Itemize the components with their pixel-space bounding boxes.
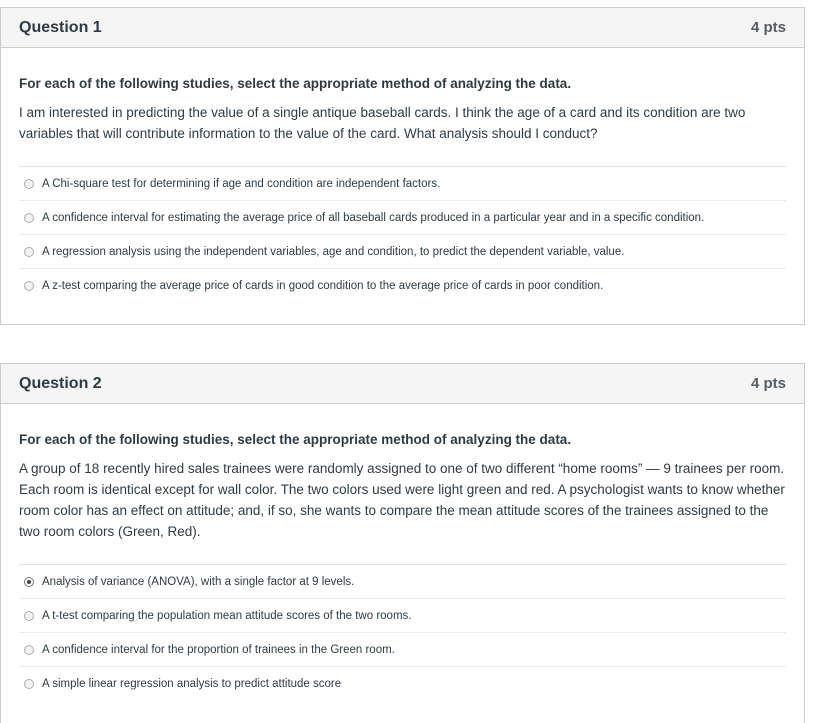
question-instruction: For each of the following studies, select the appropriate method of analyzing the data. [19, 432, 572, 447]
answer-label[interactable]: Analysis of variance (ANOVA), with a single factor at 9 levels. [42, 575, 355, 588]
radio-button[interactable] [24, 577, 34, 587]
answer-label[interactable]: A t-test comparing the population mean attitude scores of the two rooms. [42, 609, 412, 622]
answer-list [19, 564, 786, 700]
question-title: Question 1 [19, 18, 102, 36]
question-2-card [0, 363, 805, 723]
radio-button[interactable] [24, 645, 34, 655]
answer-label[interactable]: A regression analysis using the independent variables, age and condition, to predict the dependent variable, value. [42, 245, 625, 258]
answer-option[interactable] [19, 633, 786, 667]
question-1-header [1, 8, 804, 48]
radio-button[interactable] [24, 611, 34, 621]
radio-button[interactable] [24, 247, 34, 257]
question-text: I am interested in predicting the value of a single antique baseball cards. I think the age of a card and its condition are two variables that will contribute information to the value of the card. What analysis should I conduct? [19, 105, 746, 141]
radio-button[interactable] [24, 213, 34, 223]
question-points: 4 pts [750, 19, 786, 36]
answer-option[interactable] [19, 269, 786, 302]
question-2-body [1, 404, 804, 700]
answer-label[interactable]: A simple linear regression analysis to predict attitude score [42, 677, 342, 690]
answer-list [19, 166, 786, 302]
answer-label[interactable]: A confidence interval for the proportion of trainees in the Green room. [42, 643, 395, 656]
question-1-card [0, 7, 805, 325]
radio-button[interactable] [24, 179, 34, 189]
question-1-body [1, 48, 804, 302]
answer-option[interactable] [19, 599, 786, 633]
question-text: A group of 18 recently hired sales trainees were randomly assigned to one of two different “home rooms” — 9 trainees per room. Each room is identical except for wall color. The two colors used were light green and red. A psychologist wants to know whether room color has an effect on attitude; and, if so, she wants to compare the mean attitude scores of the trainees assigned to the two room colors (Green, Red). [19, 461, 785, 539]
answer-option[interactable] [19, 201, 786, 235]
answer-option[interactable] [19, 167, 786, 201]
answer-label[interactable]: A confidence interval for estimating the average price of all baseball cards produced in a particular year and in a specific condition. [42, 211, 705, 224]
answer-option[interactable] [19, 235, 786, 269]
answer-option[interactable] [19, 667, 786, 700]
question-2-header [1, 364, 804, 404]
radio-button[interactable] [24, 281, 34, 291]
answer-label[interactable]: A z-test comparing the average price of cards in good condition to the average price of cards in poor condition. [42, 279, 604, 292]
question-instruction: For each of the following studies, select the appropriate method of analyzing the data. [19, 76, 572, 91]
radio-button[interactable] [24, 679, 34, 689]
question-title: Question 2 [19, 374, 102, 392]
question-points: 4 pts [750, 375, 786, 392]
answer-label[interactable]: A Chi-square test for determining if age and condition are independent factors. [42, 177, 441, 190]
answer-option[interactable] [19, 565, 786, 599]
